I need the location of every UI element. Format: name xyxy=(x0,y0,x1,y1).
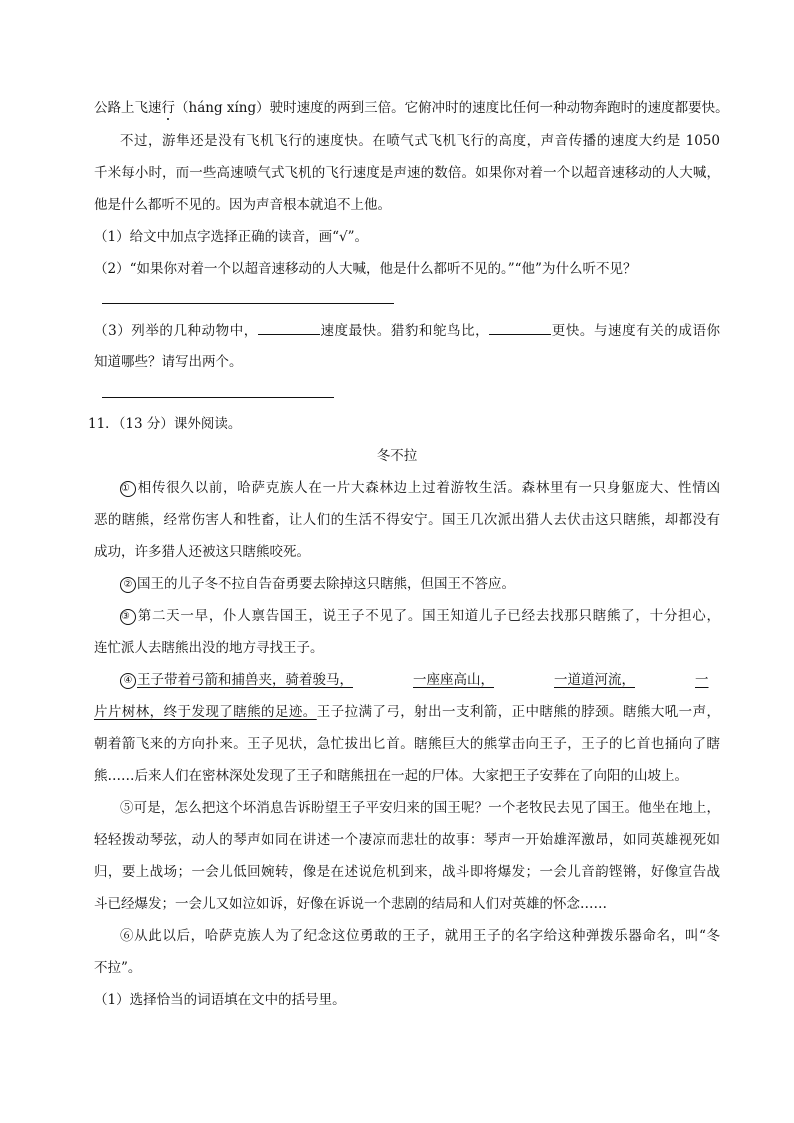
paragraph-4-line-3: 朝着箭飞来的方向扑来。王子见状，急忙拔出匕首。瞎熊巨大的熊掌击向王子，王子的匕首也捅向了瞎 xyxy=(94,736,720,752)
text-segment: 速度最快。猎豹和鸵鸟比， xyxy=(319,323,490,339)
text-segment: 公路上飞速 xyxy=(94,100,162,116)
question-10-2: （2）“如果你对着一个以超音速移动的人大喊，他是什么都听不见的。”“他”为什么听不见？ xyxy=(94,261,637,277)
paragraph-5-line-4: 斗已经爆发；一会儿又如泣如诉，好像在诉说一个悲剧的结局和人们对英雄的怀念…… xyxy=(94,896,607,912)
circled-number-2: ② xyxy=(120,577,136,593)
text-segment: 更快。与速度有关的成语你 xyxy=(551,323,721,339)
paragraph-1-line-1 xyxy=(120,478,720,498)
text-segment: 第二天一早，仆人禀告国王，说王子不见了。国王知道儿子已经去找那只瞎熊了，十分担心， xyxy=(137,608,720,624)
circled-number-4: ④ xyxy=(120,673,136,689)
passage-line-1 xyxy=(94,98,729,118)
circled-number-1: ① xyxy=(120,481,136,497)
passage-line-2: 不过，游隼还是没有飞机飞行的速度快。在喷气式飞机飞行的高度，声音传播的速度大约是 1050 xyxy=(120,133,720,149)
paragraph-3-line-1 xyxy=(120,606,720,626)
text-segment: 王子拉满了弓，射出一支利箭，正中瞎熊的脖颈。瞎熊大吼一声， xyxy=(316,704,721,720)
answer-line[interactable] xyxy=(102,303,394,304)
question-10-3-line-2: 知道哪些？请写出两个。 xyxy=(94,354,243,370)
text-segment: （háng xíng）驶时速度的两到三倍。它俯冲时的速度比任何一种动物奔跑时的速度都要快。 xyxy=(175,100,729,116)
answer-line[interactable] xyxy=(102,397,334,398)
dotted-character: 行 xyxy=(161,100,175,116)
paragraph-4-line-2 xyxy=(94,702,720,722)
paragraph-6-line-1: ⑥从此以后，哈萨克族人为了纪念这位勇敢的王子，就用王子的名字给这种弹拨乐器命名，叫“冬 xyxy=(120,928,720,944)
passage-title: 冬不拉 xyxy=(376,448,418,464)
underlined-text: 片片树林，终于发现了瞎熊的足迹。 xyxy=(94,704,317,720)
paragraph-5-line-3: 归，要上战场；一会儿低回婉转，像是在述说危机到来，战斗即将爆发；一会儿音韵铿锵，好像宣告战 xyxy=(94,864,720,880)
passage-line-4: 他是什么都听不见的。因为声音根本就追不上他。 xyxy=(94,197,391,213)
question-10-1: （1）给文中加点字选择正确的读音，画“√”。 xyxy=(94,229,368,245)
question-11-1: （1）选择恰当的词语填在文中的括号里。 xyxy=(94,992,346,1008)
paragraph-5-line-2: 轻轻拨动琴弦，动人的琴声如同在讲述一个凄凉而悲壮的故事：琴声一开始雄浑激昂，如同英雄视死如 xyxy=(94,832,720,848)
question-10-3-line-1 xyxy=(94,320,720,341)
paragraph-3-line-2: 连忙派人去瞎熊出没的地方寻找王子。 xyxy=(94,640,324,656)
paragraph-4-line-4: 熊……后来人们在密林深处发现了王子和瞎熊扭在一起的尸体。大家把王子安葬在了向阳的山坡上。 xyxy=(94,768,688,784)
text-segment: 相传很久以前，哈萨克族人在一片大森林边上过着游牧生活。森林里有一只身躯庞大、性情凶 xyxy=(137,480,720,496)
paragraph-4-line-1 xyxy=(120,670,720,690)
paragraph-5-line-1: ⑤可是，怎么把这个坏消息告诉盼望王子平安归来的国王呢？一个老牧民去见了国王。他坐在地上， xyxy=(120,800,720,816)
text-segment: 一道道河流， xyxy=(554,672,635,688)
text-segment: 王子带着弓箭和捕兽夹，骑着骏马， xyxy=(137,672,353,688)
paragraph-1-line-2: 恶的瞎熊，经常伤害人和牲畜，让人们的生活不得安宁。国王几次派出猎人去伏击这只瞎熊，却都没有 xyxy=(94,512,720,528)
fill-blank[interactable] xyxy=(258,320,320,335)
question-11-header: 11．（13 分）课外阅读。 xyxy=(88,416,242,432)
fill-blank[interactable] xyxy=(489,320,551,335)
text-segment: 国王的儿子冬不拉自告奋勇要去除掉这只瞎熊，但国王不答应。 xyxy=(137,576,515,592)
text-segment: 一 xyxy=(695,672,709,688)
passage-line-3: 千米每小时，而一些高速喷气式飞机的飞行速度是声速的数倍。如果你对着一个以超音速移动的人大喊， xyxy=(94,165,720,181)
text-segment: 一座座高山， xyxy=(413,672,494,688)
paragraph-6-line-2: 不拉”。 xyxy=(94,960,142,976)
paragraph-1-line-3: 成功，许多猎人还被这只瞎熊咬死。 xyxy=(94,544,310,560)
circled-number-3: ③ xyxy=(120,609,136,625)
text-segment: （3）列举的几种动物中， xyxy=(94,323,258,339)
paragraph-2 xyxy=(120,574,720,594)
